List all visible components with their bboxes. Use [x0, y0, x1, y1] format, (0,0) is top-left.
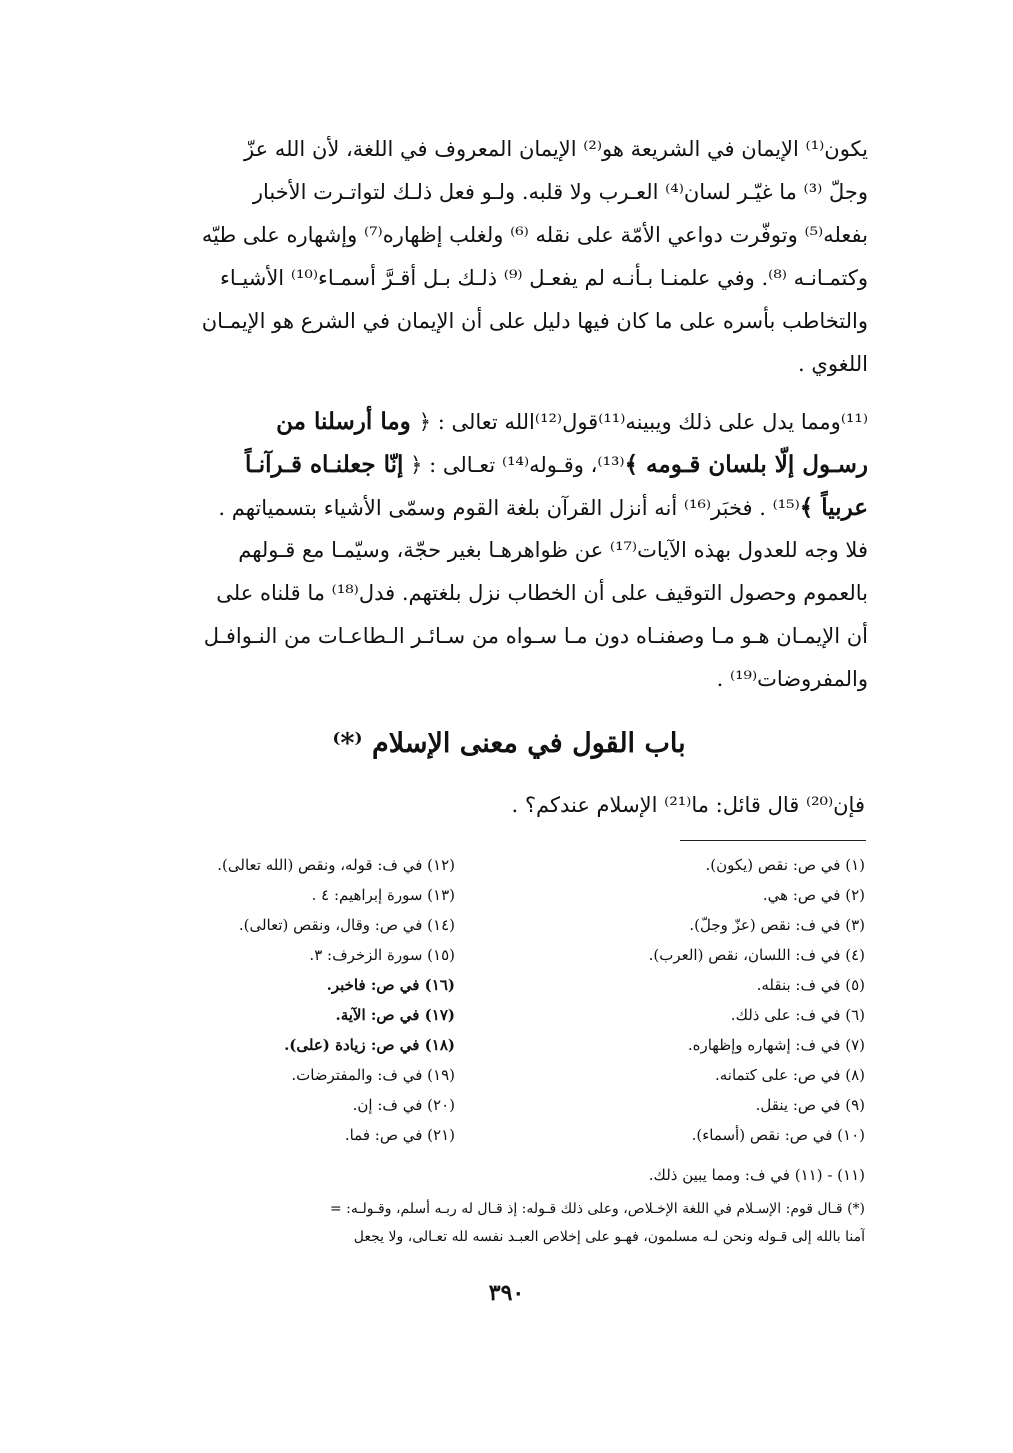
paragraph-line: أن الإيمـان هـو مـا وصفنـاه دون مـا سـواه من سـائـر الـطاعـات من النـوافـل	[203, 624, 868, 648]
footnote: (٦) في ف: على ذلك.	[730, 1006, 865, 1024]
footnote: (١٢) في ف: قوله، ونقص (الله تعالى).	[217, 856, 455, 874]
paragraph-line: والتخاطب بأسره على ما كان فيها دليل على أن الإيمان في الشرع هو الإيمـان	[201, 309, 868, 333]
paragraph-text: ⁽¹⁵⁾ . فخبَر⁽¹⁶⁾ أنه أنزل القرآن بلغة القوم وسمّى الأشياء بتسمياتهم .	[218, 496, 800, 520]
paragraph-line: بفعله⁽⁵⁾ وتوفّرت دواعي الأمّة على نقله ⁽⁶⁾ ولغلب إظهاره⁽⁷⁾ وإشهاره على طيّه	[201, 223, 868, 247]
paragraph-line: بالعموم وحصول التوقيف على أن الخطاب نزل بلغتهم. فدل⁽¹⁸⁾ ما قلناه على	[216, 581, 868, 605]
paragraph-2	[150, 400, 868, 701]
footnote: (١٣) سورة إبراهيم: ٤ .	[311, 886, 455, 904]
quran-verse-text: وما أرسلنا من	[276, 408, 419, 435]
footnotes-left-column	[150, 850, 455, 1150]
paragraph-line: وكتمـانـه ⁽⁸⁾. وفي علمنـا بـأنـه لم يفعـل ⁽⁹⁾ ذلـك بـل أقـرَّ أسمـاء⁽¹⁰⁾ الأشيـاء	[219, 266, 868, 290]
footnote: (١) في ص: نقص (يكون).	[705, 856, 865, 874]
section-heading: باب القول في معنى الإسلام ⁽*⁾	[332, 728, 686, 759]
quran-verse-text: رسـول إلّا بلسان قـومه ﴾	[624, 451, 868, 478]
paragraph-line: فلا وجه للعدول بهذه الآيات⁽¹⁷⁾ عن ظواهرهـا بغير حجّة، وسيّمـا مع قـولهم	[238, 538, 868, 562]
footnote-11: (١١) - (١١) في ف: ومما يبين ذلك.	[648, 1166, 865, 1184]
footnote: (٤) في ف: اللسان، نقص (العرب).	[648, 946, 865, 964]
quran-verse-text: عربياً ﴾	[799, 494, 868, 521]
footnote: (٧) في ف: إشهاره وإظهاره.	[687, 1036, 865, 1054]
footnote-star-line: آمنا بالله إلى قـوله ونحن لـه مسلمون، فهـو على إخلاص العبـد نفسه لله تعـالى، ولا يجعل	[353, 1229, 865, 1245]
footnotes-right-column	[560, 850, 865, 1150]
footnote: (١٨) في ص: زيادة (على).	[284, 1036, 455, 1054]
paragraph-text: ⁽¹¹⁾ومما يدل على ذلك ويبينه⁽¹¹⁾قول⁽¹²⁾الله تعالى : ﴿	[418, 410, 868, 434]
footnote: (٥) في ف: بنقله.	[756, 976, 865, 994]
footnote: (٢٠) في ف: إن.	[352, 1096, 455, 1114]
footnote: (١٠) في ص: نقص (أسماء).	[691, 1126, 865, 1144]
paragraph-line: وجلّ ⁽³⁾ ما غيّـر لسان⁽⁴⁾ العـرب ولا قلبه. ولـو فعل ذلـك لتواتـرت الأخبار	[252, 180, 868, 204]
footnote: (٢) في ص: هي.	[762, 886, 865, 904]
footnote: (١٧) في ص: الآية.	[335, 1006, 455, 1024]
paragraph-line: والمفروضات⁽¹⁹⁾ .	[716, 667, 868, 691]
footnote: (١٦) في ص: فاخبر.	[326, 976, 455, 994]
paragraph-line	[150, 443, 868, 486]
paragraph-line	[150, 486, 868, 529]
quran-verse-text: إنّا جعلنـاه قـرآنـاً	[244, 451, 404, 478]
paragraph-line: يكون⁽¹⁾ الإيمان في الشريعة هو⁽²⁾ الإيمان المعروف في اللغة، لأن الله عزّ	[244, 137, 868, 161]
paragraph-line: اللغوي .	[798, 352, 868, 376]
footnote: (٢١) في ص: فما.	[344, 1126, 455, 1144]
question-line: فإن⁽²⁰⁾ قال قائل: ما⁽²¹⁾ الإسلام عندكم؟ .	[511, 793, 865, 817]
footnote-divider	[680, 840, 866, 841]
paragraph-text: ⁽¹³⁾، وقـوله⁽¹⁴⁾ تعـالى : ﴿	[403, 453, 625, 477]
footnote-star-line: (*) قـال قوم: الإسـلام في اللغة الإخـلاص، وعلى ذلك قـوله: إذ قـال له ربـه أسلم، وقـولـه: =	[329, 1201, 865, 1217]
footnote: (١٥) سورة الزخرف: ٣.	[309, 946, 455, 964]
footnote: (٩) في ص: ينقل.	[755, 1096, 865, 1114]
footnote: (١٩) في ف: والمفترضات.	[291, 1066, 455, 1084]
page-number: ٣٩٠	[488, 1280, 525, 1306]
footnote: (٣) في ف: نقص (عزّ وجلّ).	[689, 916, 865, 934]
paragraph-1	[150, 128, 868, 386]
paragraph-line	[150, 400, 868, 443]
footnote: (١٤) في ص: وقال، ونقص (تعالى).	[238, 916, 455, 934]
footnote: (٨) في ص: على كتمانه.	[714, 1066, 865, 1084]
